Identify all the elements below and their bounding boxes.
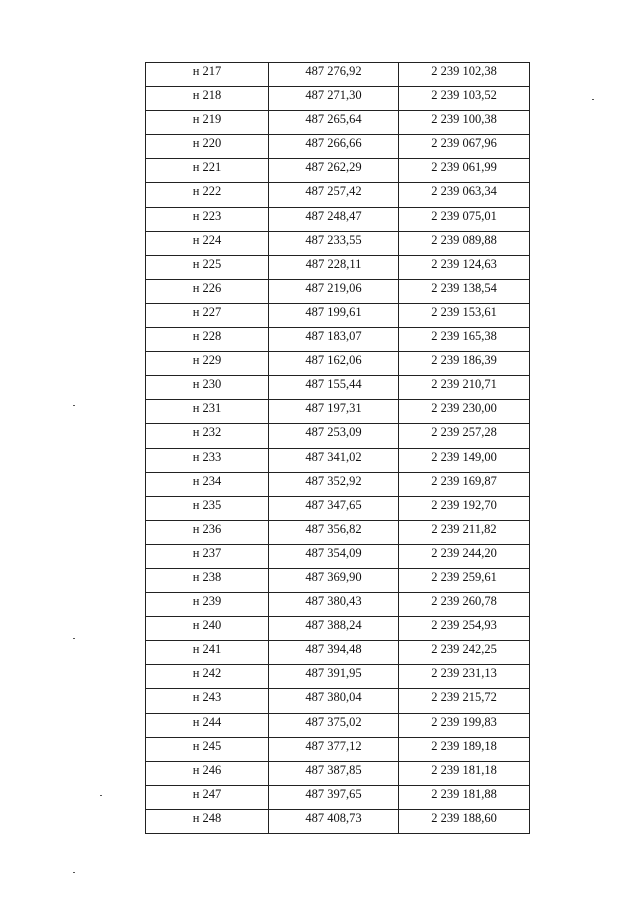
point-id-cell: н 234 [146, 472, 269, 496]
x-coordinate-cell: 487 380,04 [269, 689, 399, 713]
x-coordinate-cell: 487 387,85 [269, 761, 399, 785]
point-id-cell: н 232 [146, 424, 269, 448]
y-coordinate-cell: 2 239 199,83 [399, 713, 530, 737]
table-row [146, 809, 530, 833]
y-coordinate-cell: 2 239 189,18 [399, 737, 530, 761]
coordinates-table [145, 62, 530, 834]
point-id-cell: н 246 [146, 761, 269, 785]
x-coordinate-cell: 487 380,43 [269, 593, 399, 617]
scan-speck [100, 795, 102, 796]
scan-speck [73, 872, 75, 873]
point-id-cell: н 235 [146, 496, 269, 520]
y-coordinate-cell: 2 239 210,71 [399, 376, 530, 400]
x-coordinate-cell: 487 276,92 [269, 63, 399, 87]
x-coordinate-cell: 487 369,90 [269, 568, 399, 592]
point-id-cell: н 245 [146, 737, 269, 761]
point-id-cell: н 225 [146, 255, 269, 279]
point-id-cell: н 217 [146, 63, 269, 87]
x-coordinate-cell: 487 352,92 [269, 472, 399, 496]
y-coordinate-cell: 2 239 244,20 [399, 544, 530, 568]
table-row [146, 87, 530, 111]
y-coordinate-cell: 2 239 230,00 [399, 400, 530, 424]
point-id-cell: н 220 [146, 135, 269, 159]
point-id-cell: н 247 [146, 785, 269, 809]
table-row [146, 617, 530, 641]
point-id-cell: н 231 [146, 400, 269, 424]
table-row [146, 279, 530, 303]
y-coordinate-cell: 2 239 260,78 [399, 593, 530, 617]
point-id-cell: н 223 [146, 207, 269, 231]
table-row [146, 593, 530, 617]
x-coordinate-cell: 487 408,73 [269, 809, 399, 833]
y-coordinate-cell: 2 239 211,82 [399, 520, 530, 544]
x-coordinate-cell: 487 228,11 [269, 255, 399, 279]
point-id-cell: н 222 [146, 183, 269, 207]
table-row [146, 183, 530, 207]
point-id-cell: н 218 [146, 87, 269, 111]
x-coordinate-cell: 487 233,55 [269, 231, 399, 255]
y-coordinate-cell: 2 239 259,61 [399, 568, 530, 592]
y-coordinate-cell: 2 239 188,60 [399, 809, 530, 833]
y-coordinate-cell: 2 239 215,72 [399, 689, 530, 713]
y-coordinate-cell: 2 239 186,39 [399, 352, 530, 376]
table-row [146, 641, 530, 665]
table-row [146, 207, 530, 231]
y-coordinate-cell: 2 239 138,54 [399, 279, 530, 303]
table-row [146, 231, 530, 255]
point-id-cell: н 228 [146, 328, 269, 352]
table-row [146, 665, 530, 689]
point-id-cell: н 239 [146, 593, 269, 617]
y-coordinate-cell: 2 239 181,88 [399, 785, 530, 809]
x-coordinate-cell: 487 219,06 [269, 279, 399, 303]
x-coordinate-cell: 487 155,44 [269, 376, 399, 400]
point-id-cell: н 236 [146, 520, 269, 544]
table-row [146, 400, 530, 424]
point-id-cell: н 238 [146, 568, 269, 592]
y-coordinate-cell: 2 239 153,61 [399, 303, 530, 327]
table-row [146, 376, 530, 400]
x-coordinate-cell: 487 397,65 [269, 785, 399, 809]
table-row [146, 448, 530, 472]
x-coordinate-cell: 487 162,06 [269, 352, 399, 376]
scan-speck [73, 405, 75, 406]
point-id-cell: н 229 [146, 352, 269, 376]
x-coordinate-cell: 487 266,66 [269, 135, 399, 159]
y-coordinate-cell: 2 239 257,28 [399, 424, 530, 448]
point-id-cell: н 227 [146, 303, 269, 327]
x-coordinate-cell: 487 257,42 [269, 183, 399, 207]
y-coordinate-cell: 2 239 169,87 [399, 472, 530, 496]
x-coordinate-cell: 487 388,24 [269, 617, 399, 641]
x-coordinate-cell: 487 248,47 [269, 207, 399, 231]
y-coordinate-cell: 2 239 061,99 [399, 159, 530, 183]
point-id-cell: н 219 [146, 111, 269, 135]
x-coordinate-cell: 487 377,12 [269, 737, 399, 761]
table-row [146, 496, 530, 520]
y-coordinate-cell: 2 239 254,93 [399, 617, 530, 641]
y-coordinate-cell: 2 239 063,34 [399, 183, 530, 207]
table-row [146, 737, 530, 761]
table-row [146, 352, 530, 376]
point-id-cell: н 241 [146, 641, 269, 665]
point-id-cell: н 230 [146, 376, 269, 400]
scan-speck [592, 99, 594, 100]
y-coordinate-cell: 2 239 149,00 [399, 448, 530, 472]
y-coordinate-cell: 2 239 067,96 [399, 135, 530, 159]
point-id-cell: н 244 [146, 713, 269, 737]
y-coordinate-cell: 2 239 075,01 [399, 207, 530, 231]
table-row [146, 63, 530, 87]
scan-speck [73, 638, 75, 639]
table-row [146, 472, 530, 496]
x-coordinate-cell: 487 341,02 [269, 448, 399, 472]
x-coordinate-cell: 487 394,48 [269, 641, 399, 665]
x-coordinate-cell: 487 271,30 [269, 87, 399, 111]
x-coordinate-cell: 487 354,09 [269, 544, 399, 568]
table-row [146, 328, 530, 352]
table-row [146, 761, 530, 785]
y-coordinate-cell: 2 239 192,70 [399, 496, 530, 520]
table-row [146, 568, 530, 592]
point-id-cell: н 221 [146, 159, 269, 183]
y-coordinate-cell: 2 239 242,25 [399, 641, 530, 665]
y-coordinate-cell: 2 239 181,18 [399, 761, 530, 785]
point-id-cell: н 237 [146, 544, 269, 568]
y-coordinate-cell: 2 239 100,38 [399, 111, 530, 135]
y-coordinate-cell: 2 239 231,13 [399, 665, 530, 689]
point-id-cell: н 248 [146, 809, 269, 833]
table-row [146, 255, 530, 279]
point-id-cell: н 226 [146, 279, 269, 303]
y-coordinate-cell: 2 239 124,63 [399, 255, 530, 279]
table-row [146, 544, 530, 568]
point-id-cell: н 243 [146, 689, 269, 713]
x-coordinate-cell: 487 199,61 [269, 303, 399, 327]
point-id-cell: н 224 [146, 231, 269, 255]
x-coordinate-cell: 487 391,95 [269, 665, 399, 689]
table-row [146, 135, 530, 159]
table-row [146, 785, 530, 809]
table-row [146, 424, 530, 448]
x-coordinate-cell: 487 347,65 [269, 496, 399, 520]
x-coordinate-cell: 487 262,29 [269, 159, 399, 183]
x-coordinate-cell: 487 183,07 [269, 328, 399, 352]
table-row [146, 689, 530, 713]
x-coordinate-cell: 487 356,82 [269, 520, 399, 544]
point-id-cell: н 242 [146, 665, 269, 689]
x-coordinate-cell: 487 197,31 [269, 400, 399, 424]
y-coordinate-cell: 2 239 165,38 [399, 328, 530, 352]
table-row [146, 520, 530, 544]
y-coordinate-cell: 2 239 089,88 [399, 231, 530, 255]
x-coordinate-cell: 487 253,09 [269, 424, 399, 448]
table-row [146, 303, 530, 327]
point-id-cell: н 233 [146, 448, 269, 472]
table-row [146, 713, 530, 737]
y-coordinate-cell: 2 239 103,52 [399, 87, 530, 111]
x-coordinate-cell: 487 375,02 [269, 713, 399, 737]
x-coordinate-cell: 487 265,64 [269, 111, 399, 135]
coordinates-table-body [146, 63, 530, 834]
table-row [146, 111, 530, 135]
y-coordinate-cell: 2 239 102,38 [399, 63, 530, 87]
table-row [146, 159, 530, 183]
point-id-cell: н 240 [146, 617, 269, 641]
